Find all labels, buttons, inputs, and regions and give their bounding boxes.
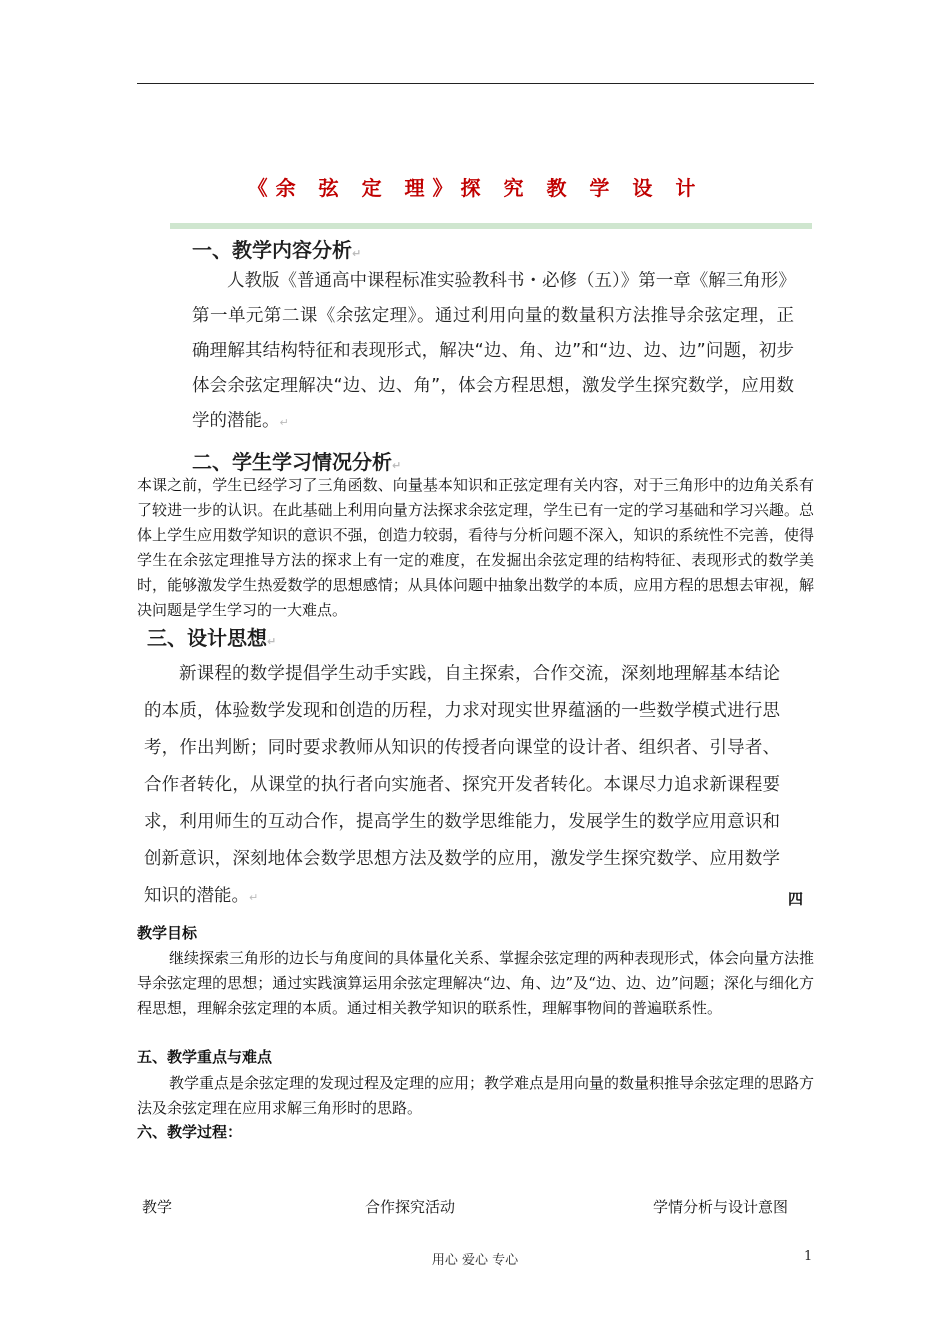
section-1-paragraph-2: 第一单元第二课《余弦定理》。通过利用向量的数量积方法推导余弦定理，正确理解其结构特征和表现形式，解决“边、角、边”和“边、边、边”问题，初步体会余弦定理解决“边、边、角”，体会方程思想，激发学生探究数学，应用数学的潜能。↵ xyxy=(192,306,794,431)
header-rule xyxy=(137,83,814,84)
title-underline-bar xyxy=(170,223,812,229)
section-3-heading: 三、设计思想↵ xyxy=(147,626,277,650)
footer-motto: 用心 爱心 专心 xyxy=(431,1253,519,1268)
table-header-col-1: 教学 xyxy=(142,1198,173,1216)
section-3-paragraph: 新课程的数学提倡学生动手实践，自主探索，合作交流，深刻地理解基本结论的本质，体验数学发现和创造的历程，力求对现实世界蕴涵的一些数学模式进行思考，作出判断；同时要求教师从知识的传授者向课堂的设计者、组织者、引导者、合作者转化，从课堂的执行者向实施者、探究开发者转化。本课尽力追求新课程要求，利用师生的互动合作，提高学生的数学思维能力，发展学生的数学应用意识和创新意识，深刻地体会数学思想方法及数学的应用，激发学生探究数学、应用数学知识的潜能。↵ xyxy=(144,664,780,906)
section-2-heading: 二、学生学习情况分析↵ xyxy=(192,450,402,474)
table-header-col-3: 学情分析与设计意图 xyxy=(653,1198,789,1216)
section-1-heading: 一、教学内容分析↵ xyxy=(192,238,362,262)
table-header-col-2: 合作探究活动 xyxy=(365,1198,456,1216)
section-5-paragraph: 教学重点是余弦定理的发现过程及定理的应用；教学难点是用向量的数量积推导余弦定理的思路方法及余弦定理在应用求解三角形时的思路。 xyxy=(137,1074,815,1117)
section-5-heading: 五、教学重点与难点 xyxy=(137,1048,273,1066)
page-number: 1 xyxy=(804,1249,813,1264)
document-title: 《余 弦 定 理》探 究 教 学 设 计 xyxy=(247,176,704,200)
section-4-paragraph: 继续探索三角形的边长与角度间的具体量化关系、掌握余弦定理的两种表现形式，体会向量方法推导余弦定理的思想；通过实践演算运用余弦定理解决“边、角、边”及“边、边、边”问题；深化与细化方程思想，理解余弦定理的本质。通过相关教学知识的联系性，理解事物间的普遍联系性。 xyxy=(137,949,815,1017)
section-6-heading: 六、教学过程： xyxy=(137,1123,243,1141)
section-2-paragraph: 本课之前，学生已经学习了三角函数、向量基本知识和正弦定理有关内容，对于三角形中的边角关系有了较进一步的认识。在此基础上利用向量方法探求余弦定理，学生已有一定的学习基础和学习兴趣。总体上学生应用数学知识的意识不强，创造力较弱，看待与分析问题不深入，知识的系统性不完善，使得学生在余弦定理推导方法的探求上有一定的难度，在发掘出余弦定理的结构特征、表现形式的数学美时，能够激发学生热爱数学的思想感情；从具体问题中抽象出数学的本质，应用方程的思想去审视，解决问题是学生学习的一大难点。 xyxy=(137,476,814,619)
section-4-heading: 教学目标 xyxy=(137,924,198,942)
section-4-number: 四 xyxy=(788,890,804,908)
section-1-paragraph-1: 人教版《普通高中课程标准实验教科书・必修（五）》第一章《解三角形》 xyxy=(227,271,796,291)
